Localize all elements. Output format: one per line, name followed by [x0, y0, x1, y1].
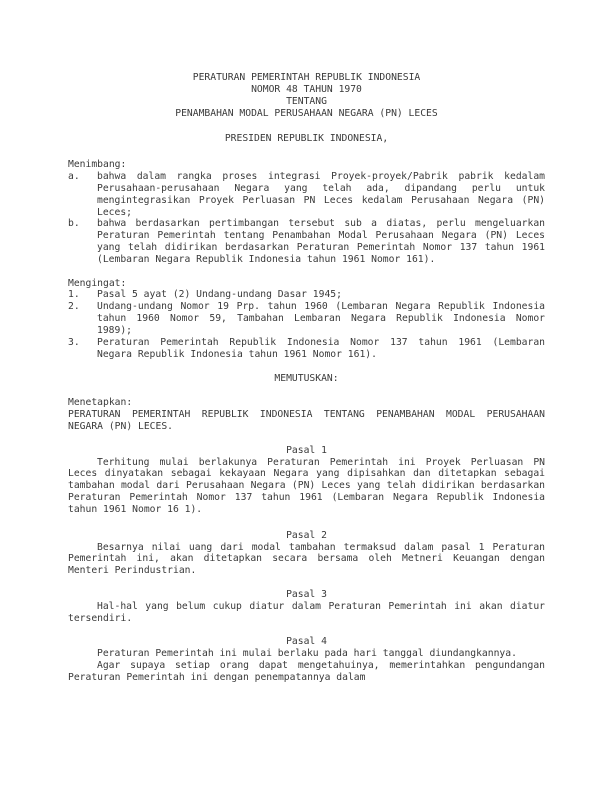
authority-line: PRESIDEN REPUBLIK INDONESIA,	[224, 133, 389, 145]
spacer	[68, 145, 545, 159]
considering-heading: Menimbang:	[68, 159, 127, 171]
document-title-block	[68, 72, 545, 119]
spacer	[68, 433, 545, 445]
article-1-heading: Pasal 1	[286, 444, 327, 456]
list-item-text: Undang-undang Nomor 19 Prp. tahun 1960 (Lembaran Negara Republik Indonesia tahun 1960 Nomor 59, Tambahan Lembaran Negara Republik Indonesia Nomor 1989);	[97, 301, 545, 336]
spacer	[68, 266, 545, 278]
recalling-item-3	[68, 337, 545, 361]
list-marker: 3.	[68, 336, 80, 348]
list-item-text: Peraturan Pemerintah Republik Indonesia Nomor 137 tahun 1961 (Lembaran Negara Republik Indonesia tahun 1961 Nomor 161).	[97, 336, 545, 360]
list-item-text: bahwa berdasarkan pertimbangan tersebut sub a diatas, perlu mengeluarkan Peraturan Pemerintah tentang Penambahan Modal Perusahaan Negara (PN) Leces yang telah didirikan berdasarkan Peraturan Pemerintah Nomor 137 tahun 1961 (Lembaran Negara Republik Indonesia tahun 1961 Nomor 161).	[97, 218, 545, 265]
list-marker: 1.	[68, 289, 80, 301]
article-4-heading: Pasal 4	[286, 636, 327, 648]
article-2-heading: Pasal 2	[286, 529, 327, 541]
title-line-regulation: PERATURAN PEMERINTAH REPUBLIK INDONESIA	[192, 72, 421, 83]
article-1-body: Terhitung mulai berlakunya Peraturan Pemerintah ini Proyek Perluasan PN Leces dinyatakan sebagai kekayaan Negara yang dipisahkan dan ditetapkan sebagai tambahan modal dari Perusahaan Negara (PN) Leces yang telah didirikan berdasarkan Peraturan Pemerintah Nomor 137 tahun 1961 (Lembaran Negara Republik Indonesia tahun 1961 Nomor 16 1).	[68, 456, 545, 515]
list-item-text: bahwa dalam rangka proses integrasi Proyek-proyek/Pabrik pabrik kedalam Perusahaan-perusahaan Negara yang telah ada, dipandang perlu untuk mengintegrasikan Proyek Perluasan PN Leces kedalam Perusahaan Negara (PN) Leces;	[97, 171, 545, 218]
recalling-item-2	[68, 301, 545, 337]
spacer	[68, 516, 545, 530]
spacer	[68, 361, 545, 374]
title-line-subject: PENAMBAHAN MODAL PERUSAHAAN NEGARA (PN) LECES	[175, 107, 438, 119]
spacer	[68, 385, 545, 398]
article-3-heading: Pasal 3	[286, 588, 327, 600]
stipulating-heading: Menetapkan:	[68, 397, 133, 409]
considering-item-a	[68, 171, 545, 218]
recalling-heading: Mengingat:	[68, 277, 127, 289]
list-marker: a.	[68, 171, 80, 183]
article-3-body: Hal-hal yang belum cukup diatur dalam Peraturan Pemerintah ini akan diatur tersendiri.	[68, 600, 545, 624]
title-line-number: NOMOR 48 TAHUN 1970	[251, 83, 362, 95]
spacer	[68, 119, 545, 133]
decides-heading: MEMUTUSKAN:	[274, 373, 339, 385]
stipulating-text: PERATURAN PEMERINTAH REPUBLIK INDONESIA TENTANG PENAMBAHAN MODAL PERUSAHAAN NEGARA (PN) LECES.	[68, 409, 545, 433]
recalling-item-1	[68, 289, 545, 301]
article-4-body-part-2: Agar supaya setiap orang dapat mengetahuinya, memerintahkan pengundangan Peraturan Pemerintah ini dengan penempatannya dalam	[68, 659, 545, 683]
document-body	[68, 72, 545, 684]
list-marker: b.	[68, 218, 80, 230]
list-item-text: Pasal 5 ayat (2) Undang-undang Dasar 1945;	[97, 289, 342, 301]
article-4-body-part-1: Peraturan Pemerintah ini mulai berlaku pada hari tanggal diundangkannya.	[97, 648, 517, 660]
spacer	[68, 577, 545, 589]
considering-item-b	[68, 218, 545, 265]
title-line-about: TENTANG	[286, 95, 327, 107]
spacer	[68, 624, 545, 636]
article-2-body: Besarnya nilai uang dari modal tambahan termaksud dalam pasal 1 Peraturan Pemerintah ini, akan ditetapkan secara bersama oleh Metneri Keuangan dengan Menteri Perindustrian.	[68, 541, 545, 577]
list-marker: 2.	[68, 301, 80, 313]
